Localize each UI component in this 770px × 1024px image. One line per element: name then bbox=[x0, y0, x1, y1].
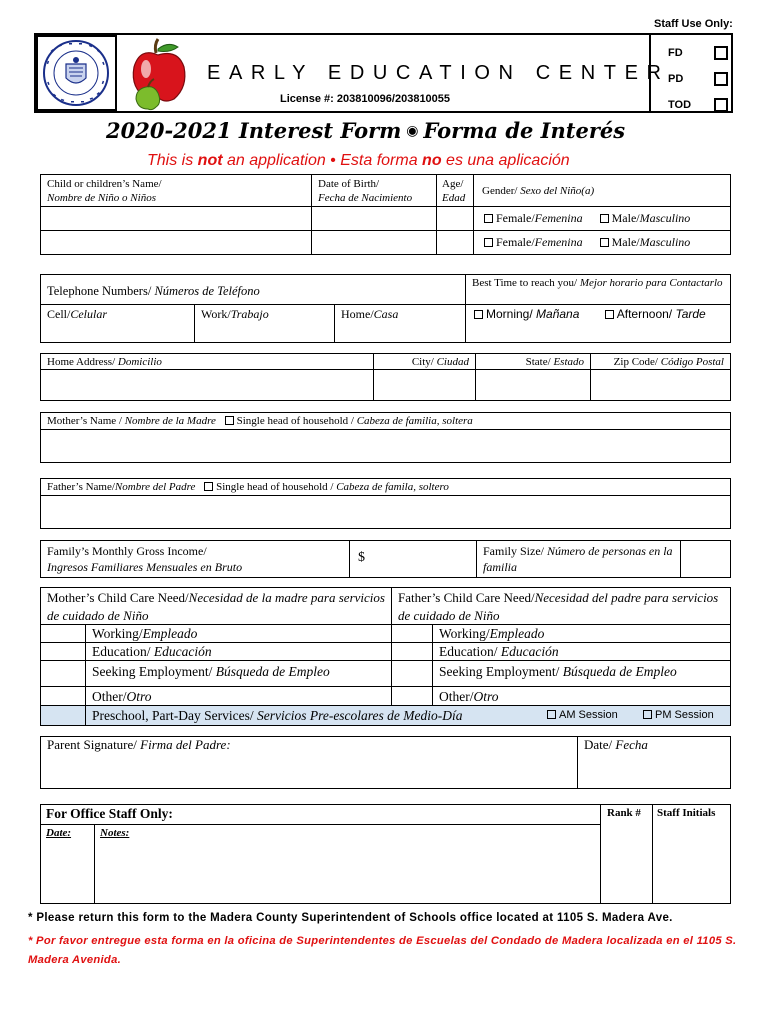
home-label: Home/ bbox=[341, 307, 374, 321]
age-label: Age/ bbox=[442, 178, 464, 190]
mother-need-title-es: Necesidad de la madre para servicios de cuidado de Niño bbox=[47, 590, 385, 623]
bullet-icon: ◉ bbox=[401, 123, 424, 139]
office-divider bbox=[40, 824, 601, 825]
female-label: Female/ bbox=[496, 211, 535, 225]
staff-use-label: Staff Use Only: bbox=[654, 18, 733, 30]
am-session-label: AM Session bbox=[559, 709, 618, 721]
mother-other-option bbox=[85, 686, 392, 706]
father-other-check[interactable] bbox=[391, 686, 433, 706]
mother-working-check[interactable] bbox=[40, 624, 86, 643]
cell-label-es: Celular bbox=[70, 307, 108, 321]
option-label-es: Otro bbox=[126, 689, 152, 704]
subtitle-part: Esta forma bbox=[340, 152, 423, 169]
family-size-label-es: Número de personas en la familia bbox=[483, 544, 673, 574]
male-label-es: Masculino bbox=[639, 211, 691, 225]
father-education-check[interactable] bbox=[391, 642, 433, 661]
license-number: License #: 203810096/203810055 bbox=[280, 93, 451, 105]
title-es: Forma de Interés bbox=[423, 118, 626, 143]
preschool-label-es: Servicios Pre-escolares de Medio-Día bbox=[256, 708, 463, 723]
work-label-es: Trabajo bbox=[230, 307, 269, 321]
checkbox[interactable] bbox=[605, 310, 614, 319]
father-seeking-option bbox=[432, 660, 731, 687]
office-date-label: Date: bbox=[46, 827, 72, 839]
male-label: Male/ bbox=[611, 235, 640, 249]
checkbox[interactable] bbox=[474, 310, 483, 319]
option-label: Education/ bbox=[439, 644, 501, 659]
am-session-option[interactable] bbox=[547, 709, 618, 721]
work-label: Work/ bbox=[201, 307, 231, 321]
male-option[interactable] bbox=[600, 235, 691, 249]
gender-options bbox=[473, 230, 731, 255]
father-other-option bbox=[432, 686, 731, 706]
male-label-es: Masculino bbox=[639, 235, 691, 249]
dob-input[interactable] bbox=[311, 206, 437, 231]
female-option[interactable] bbox=[484, 211, 583, 225]
home-address-input[interactable] bbox=[40, 369, 374, 401]
staff-check-tod[interactable] bbox=[668, 92, 728, 118]
checkbox[interactable] bbox=[600, 214, 609, 223]
option-label: Education/ bbox=[92, 644, 154, 659]
state-label-es: Estado bbox=[553, 356, 584, 368]
city-header bbox=[373, 353, 476, 370]
city-input[interactable] bbox=[373, 369, 476, 401]
income-label-es: Ingresos Familiares Mensuales en Bruto bbox=[47, 560, 243, 574]
option-label-es: Otro bbox=[473, 689, 499, 704]
mother-education-check[interactable] bbox=[40, 642, 86, 661]
gender-options bbox=[473, 206, 731, 231]
option-label-es: Empleado bbox=[142, 626, 198, 641]
child-name-label-es: Nombre de Niño o Niños bbox=[47, 192, 156, 204]
preschool-option bbox=[85, 705, 731, 726]
father-working-option bbox=[432, 624, 731, 643]
office-notes-label: Notes: bbox=[100, 827, 130, 839]
office-title: For Office Staff Only: bbox=[46, 806, 173, 821]
staff-check-label: FD bbox=[668, 47, 683, 59]
signature-date-field[interactable] bbox=[577, 736, 731, 789]
cell-label: Cell/ bbox=[47, 307, 71, 321]
phone-label: Telephone Numbers/ bbox=[47, 284, 155, 298]
center-name: EARLY EDUCATION CENTER bbox=[207, 62, 670, 84]
father-label: Father’s Name/ bbox=[47, 481, 115, 493]
best-time-label-es: Mejor horario para Contactarlo bbox=[579, 277, 723, 289]
family-size-input[interactable] bbox=[680, 540, 731, 578]
checkbox[interactable] bbox=[714, 98, 728, 112]
child-name-header bbox=[40, 174, 312, 207]
pm-session-label: PM Session bbox=[655, 709, 714, 721]
dob-label: Date of Birth/ bbox=[318, 178, 380, 190]
phone-label-es: Números de Teléfono bbox=[154, 284, 260, 298]
staff-check-pd[interactable] bbox=[668, 66, 728, 92]
female-label-es: Femenina bbox=[534, 211, 583, 225]
rank-field[interactable] bbox=[600, 804, 653, 904]
option-label-es: Empleado bbox=[489, 626, 545, 641]
afternoon-label-es: Tarde bbox=[675, 307, 706, 321]
cell-phone-input[interactable] bbox=[40, 304, 195, 343]
home-label-es: Casa bbox=[373, 307, 399, 321]
checkbox[interactable] bbox=[225, 416, 234, 425]
father-seeking-check[interactable] bbox=[391, 660, 433, 687]
option-label-es: Búsqueda de Empleo bbox=[215, 664, 330, 679]
state-header bbox=[475, 353, 591, 370]
female-label: Female/ bbox=[496, 235, 535, 249]
checkbox[interactable] bbox=[643, 710, 652, 719]
mother-seeking-option bbox=[85, 660, 392, 687]
female-label-es: Femenina bbox=[534, 235, 583, 249]
office-col-divider bbox=[94, 824, 95, 904]
staff-check-fd[interactable] bbox=[668, 40, 728, 66]
footer-spanish: * Por favor entregue esta forma en la oficina de Superintendentes de Escuelas del Condado de Madera localizada en el 1105 S. Madera Avenida. bbox=[28, 935, 737, 966]
mother-single-option[interactable] bbox=[225, 415, 473, 427]
mother-need-title-cell bbox=[40, 587, 392, 625]
option-label: Seeking Employment/ bbox=[439, 664, 563, 679]
age-header bbox=[436, 174, 474, 207]
child-name-label: Child or children’s Name/ bbox=[47, 178, 162, 190]
currency-symbol: $ bbox=[358, 550, 365, 565]
family-size-label: Family Size/ bbox=[483, 544, 547, 558]
address-label-es: Domicilio bbox=[117, 356, 162, 368]
dob-header bbox=[311, 174, 437, 207]
father-header bbox=[40, 478, 731, 496]
afternoon-label: Afternoon/ bbox=[616, 307, 676, 321]
mother-name-input[interactable] bbox=[40, 429, 731, 463]
work-phone-input[interactable] bbox=[194, 304, 335, 343]
mother-label: Mother’s Name / bbox=[47, 415, 125, 427]
mother-need-title: Mother’s Child Care Need/ bbox=[47, 590, 189, 605]
age-input[interactable] bbox=[436, 206, 474, 231]
state-input[interactable] bbox=[475, 369, 591, 401]
mother-header bbox=[40, 412, 731, 430]
option-label: Other/ bbox=[439, 689, 474, 704]
morning-label-es: Mañana bbox=[536, 307, 580, 321]
single-label-es: Cabeza de famila, soltero bbox=[336, 481, 449, 493]
state-label: State/ bbox=[525, 356, 554, 368]
best-time-options bbox=[465, 304, 731, 343]
option-label: Working/ bbox=[439, 626, 490, 641]
zip-header bbox=[590, 353, 731, 370]
staff-initials-field[interactable] bbox=[652, 804, 731, 904]
phone-header bbox=[40, 274, 466, 305]
staff-check-label: TOD bbox=[668, 99, 692, 111]
staff-check-list bbox=[668, 40, 728, 118]
family-size-label-cell bbox=[476, 540, 681, 578]
option-label: Other/ bbox=[92, 689, 127, 704]
option-label-es: Búsqueda de Empleo bbox=[562, 664, 677, 679]
signature-label-es: Firma del Padre: bbox=[140, 737, 231, 752]
child-name-input[interactable] bbox=[40, 206, 312, 231]
checkbox[interactable] bbox=[484, 214, 493, 223]
address-label: Home Address/ bbox=[47, 356, 118, 368]
checkbox[interactable] bbox=[600, 238, 609, 247]
city-label: City/ bbox=[411, 356, 437, 368]
child-name-input[interactable] bbox=[40, 230, 312, 255]
zip-label: Zip Code/ bbox=[613, 356, 661, 368]
subtitle-emphasis: no bbox=[422, 152, 442, 169]
county-seal-icon bbox=[39, 38, 113, 108]
best-time-header bbox=[465, 274, 731, 305]
income-input[interactable] bbox=[349, 540, 477, 578]
preschool-check[interactable] bbox=[40, 705, 86, 726]
title-en: 2020-2021 Interest Form bbox=[106, 118, 402, 143]
pm-session-option[interactable] bbox=[643, 709, 714, 721]
home-phone-input[interactable] bbox=[334, 304, 466, 343]
option-label-es: Educación bbox=[153, 644, 212, 659]
father-education-option bbox=[432, 642, 731, 661]
male-option[interactable] bbox=[600, 211, 691, 225]
staff-check-label: PD bbox=[668, 73, 684, 85]
checkbox[interactable] bbox=[547, 710, 556, 719]
father-working-check[interactable] bbox=[391, 624, 433, 643]
income-label: Family’s Monthly Gross Income/ bbox=[47, 544, 207, 558]
gender-label: Gender/ bbox=[482, 185, 521, 197]
preschool-label: Preschool, Part-Day Services/ bbox=[92, 708, 257, 723]
gender-label-es: Sexo del Niño(a) bbox=[520, 185, 595, 197]
home-address-header bbox=[40, 353, 374, 370]
income-label-cell bbox=[40, 540, 350, 578]
zip-label-es: Código Postal bbox=[660, 356, 724, 368]
checkbox[interactable] bbox=[714, 72, 728, 86]
morning-label: Morning/ bbox=[486, 307, 537, 321]
subtitle-part: es una aplicación bbox=[441, 152, 570, 169]
male-label: Male/ bbox=[611, 211, 640, 225]
mother-working-option bbox=[85, 624, 392, 643]
zip-input[interactable] bbox=[590, 369, 731, 401]
gender-header bbox=[473, 174, 731, 207]
subtitle bbox=[147, 152, 570, 170]
dob-label-es: Fecha de Nacimiento bbox=[318, 192, 413, 204]
subtitle-part: This is bbox=[147, 152, 198, 169]
single-label: Single head of household / bbox=[216, 481, 337, 493]
page-title bbox=[106, 118, 625, 143]
rank-label: Rank # bbox=[607, 807, 641, 819]
footer-english: * Please return this form to the Madera County Superintendent of Schools office located at 1105 S. Madera Ave. bbox=[28, 912, 673, 924]
age-input[interactable] bbox=[436, 230, 474, 255]
apple-icon bbox=[128, 37, 190, 111]
female-option[interactable] bbox=[484, 235, 583, 249]
dob-input[interactable] bbox=[311, 230, 437, 255]
city-label-es: Ciudad bbox=[436, 356, 469, 368]
father-need-title: Father’s Child Care Need/ bbox=[398, 590, 535, 605]
subtitle-part: an application bbox=[222, 152, 326, 169]
morning-option[interactable] bbox=[474, 307, 579, 321]
staff-initials-label: Staff Initials bbox=[657, 807, 716, 819]
mother-seeking-check[interactable] bbox=[40, 660, 86, 687]
signature-label: Parent Signature/ bbox=[47, 737, 141, 752]
mother-label-es: Nombre de la Madre bbox=[124, 415, 216, 427]
option-label: Working/ bbox=[92, 626, 143, 641]
checkbox[interactable] bbox=[204, 482, 213, 491]
father-name-input[interactable] bbox=[40, 495, 731, 529]
mother-education-option bbox=[85, 642, 392, 661]
best-time-label: Best Time to reach you/ bbox=[472, 277, 580, 289]
subtitle-emphasis: not bbox=[197, 152, 223, 169]
mother-other-check[interactable] bbox=[40, 686, 86, 706]
afternoon-option[interactable] bbox=[605, 307, 706, 321]
age-label-es: Edad bbox=[442, 192, 466, 204]
option-label-es: Educación bbox=[500, 644, 559, 659]
father-single-option[interactable] bbox=[204, 481, 449, 493]
bullet-icon: • bbox=[325, 152, 341, 169]
single-label-es: Cabeza de familia, soltera bbox=[356, 415, 473, 427]
checkbox[interactable] bbox=[484, 238, 493, 247]
parent-signature-field[interactable] bbox=[40, 736, 578, 789]
father-need-title-cell bbox=[391, 587, 731, 625]
single-label: Single head of household / bbox=[236, 415, 357, 427]
date-label: Date/ bbox=[584, 737, 616, 752]
date-label-es: Fecha bbox=[615, 737, 648, 752]
father-need-title-es: Necesidad del padre para servicios de cuidado de Niño bbox=[398, 590, 719, 623]
father-label-es: Nombre del Padre bbox=[114, 481, 196, 493]
option-label: Seeking Employment/ bbox=[92, 664, 216, 679]
checkbox[interactable] bbox=[714, 46, 728, 60]
